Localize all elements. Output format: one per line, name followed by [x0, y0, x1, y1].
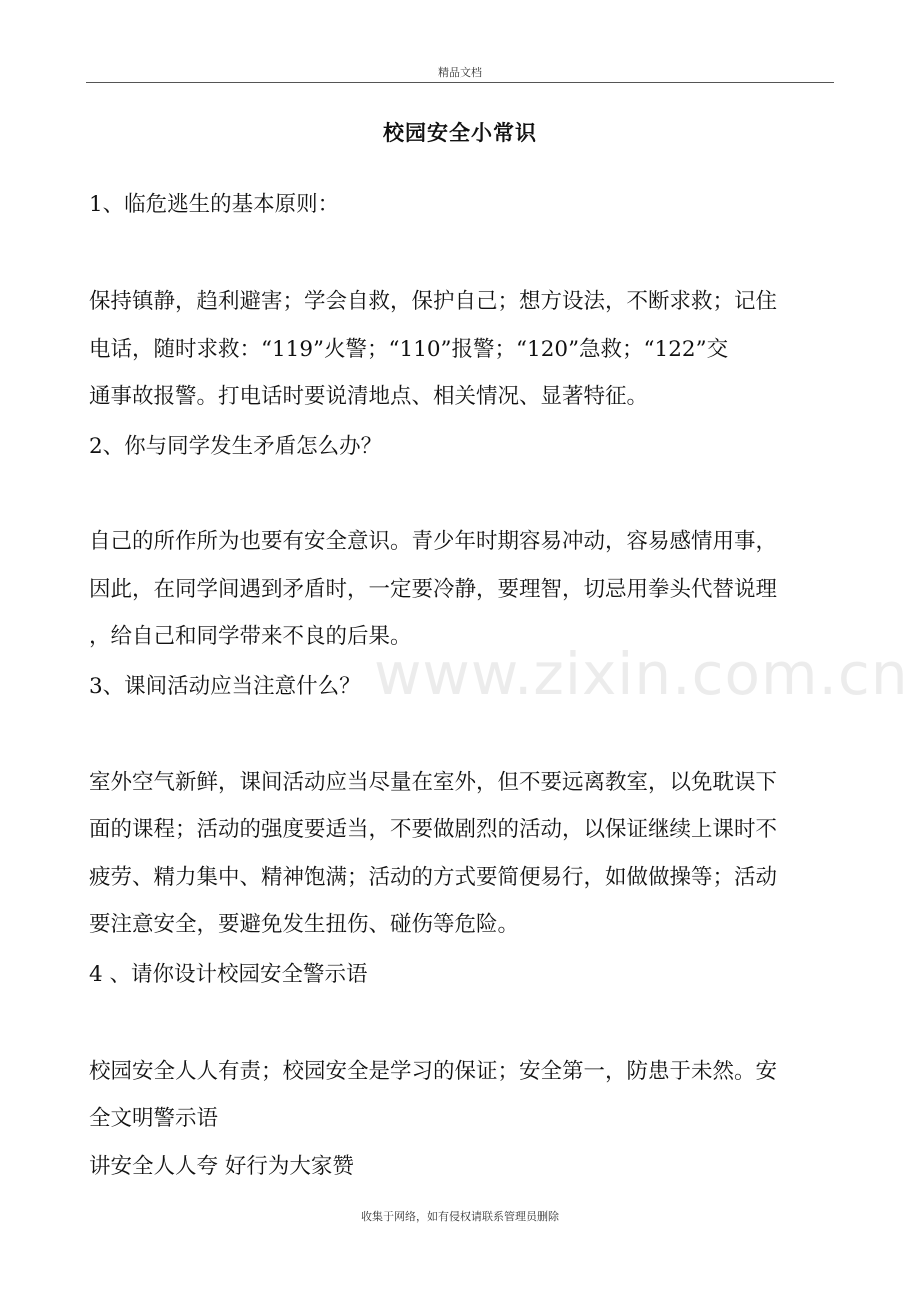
section-3-line-2: 面的课程；活动的强度要适当，不要做剧烈的活动，以保证继续上课时不	[89, 817, 778, 842]
page-header: 精品文档	[438, 66, 482, 79]
section-2-line-1: 自己的所作所为也要有安全意识。青少年时期容易冲动，容易感情用事，	[89, 529, 778, 554]
section-1-line-3: 通事故报警。打电话时要说清地点、相关情况、显著特征。	[89, 384, 649, 409]
section-1-line-2: 电话，随时求救：“119”火警；“110”报警；“120”急救；“122”交	[89, 337, 729, 362]
document-title: 校园安全小常识	[383, 121, 537, 145]
section-2-heading: 2、你与同学发生矛盾怎么办？	[89, 434, 383, 459]
section-3-line-3: 疲劳、精力集中、精神饱满；活动的方式要简便易行，如做做操等；活动	[89, 865, 778, 890]
section-4-line-1: 校园安全人人有责；校园安全是学习的保证；安全第一，防患于未然。安	[89, 1059, 778, 1084]
section-3-heading: 3、课间活动应当注意什么？	[89, 674, 361, 699]
header-divider	[86, 82, 834, 83]
section-4-line-2: 全文明警示语	[89, 1106, 219, 1131]
section-3-line-1: 室外空气新鲜，课间活动应当尽量在室外，但不要远离教室，以免耽误下	[89, 770, 778, 795]
section-3-line-4: 要注意安全，要避免发生扭伤、碰伤等危险。	[89, 912, 520, 937]
section-1-line-1: 保持镇静，趋利避害；学会自救，保护自己；想方设法，不断求救；记住	[89, 289, 778, 314]
watermark-text: www.zixin.com.cn	[374, 640, 909, 708]
section-4-heading: 4 、请你设计校园安全警示语	[89, 962, 368, 987]
section-1-heading: 1、临危逃生的基本原则：	[89, 192, 340, 217]
page-footer: 收集于网络，如有侵权请联系管理员删除	[361, 1210, 559, 1223]
section-2-line-3: ，给自己和同学带来不良的后果。	[89, 624, 412, 649]
section-4-line-3: 讲安全人人夸 好行为大家赞	[89, 1154, 354, 1179]
section-2-line-2: 因此，在同学间遇到矛盾时，一定要冷静，要理智，切忌用拳头代替说理	[89, 577, 778, 602]
